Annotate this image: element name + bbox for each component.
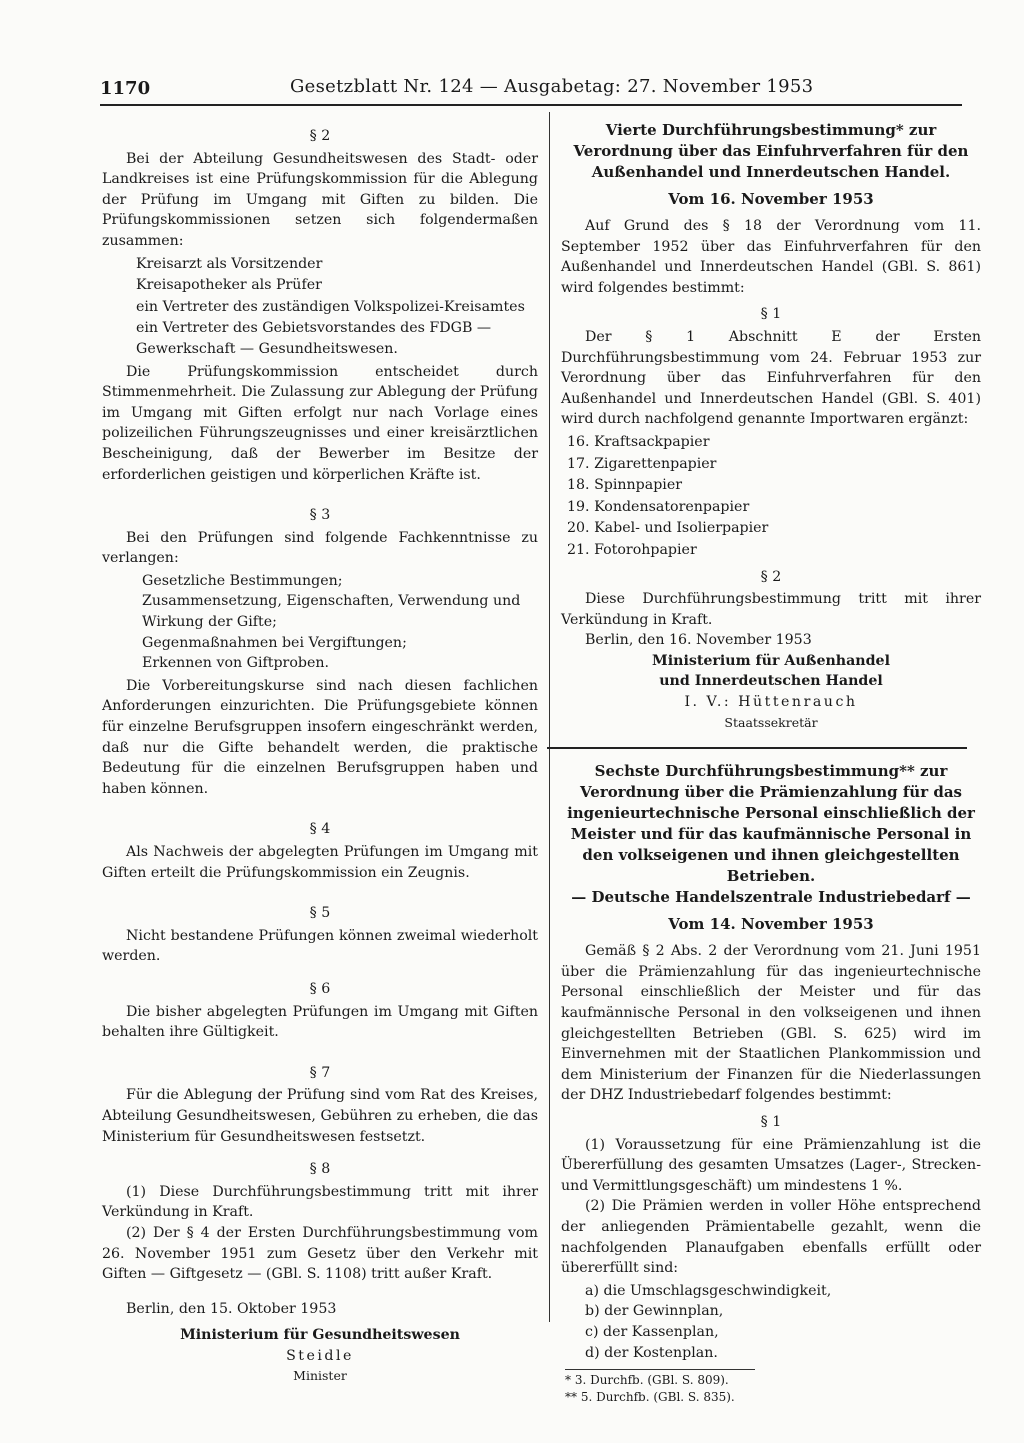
list-item: 17. Zigarettenpapier xyxy=(567,455,717,472)
list-item: 20. Kabel- und Isolierpapier xyxy=(567,520,769,537)
list-item: Kreisapotheker als Prüfer xyxy=(136,277,322,294)
list-item: a) die Umschlagsgeschwindigkeit, xyxy=(585,1282,832,1299)
list-item: 21. Fotorohpapier xyxy=(567,541,697,558)
document-date: Vom 14. November 1953 xyxy=(668,915,874,934)
section-heading: § 2 xyxy=(760,568,782,585)
footnote: * 3. Durchfb. (GBl. S. 809). xyxy=(565,1373,729,1388)
document-title: Vierte Durchführungsbestimmung* zur Verordnung über das Einfuhrverfahren für den Außenhandel und Innerdeutschen Handel. xyxy=(573,121,969,181)
paragraph: Diese Durchführungsbestimmung tritt mit ihrer Verkündung in Kraft. xyxy=(561,591,981,628)
list-item: ein Vertreter des zuständigen Volkspolizei-Kreisamtes xyxy=(136,298,525,315)
footnote: ** 5. Durchfb. (GBl. S. 835). xyxy=(565,1390,735,1405)
signer-title: Minister xyxy=(293,1368,347,1384)
page-header xyxy=(100,74,962,106)
paragraph: Gemäß § 2 Abs. 2 der Verordnung vom 21. Juni 1951 über die Prämienzahlung für das ingenieurtechnische Personal einschließlich der Meister und für das kaufmännische Personal in den volkseigenen und ihnen gleichgestellten Betrieben (GBl. S. 625) wird im Einvernehmen mit der Staatlichen Plankommission und dem Ministerium der Finanzen für die Niederlassungen der DHZ Industriebedarf folgendes bestimmt: xyxy=(561,943,981,1104)
paragraph: Für die Ablegung der Prüfung sind vom Rat des Kreises, Abteilung Gesundheitswesen, Gebühren zu erheben, die das Ministerium für Gesundheitswesen festsetzt. xyxy=(102,1087,538,1145)
list-item: Gegenmaßnahmen bei Vergiftungen; xyxy=(142,634,407,651)
signer-name: Steidle xyxy=(286,1347,354,1364)
document-date: Vom 16. November 1953 xyxy=(668,190,874,208)
paragraph: Bei der Abteilung Gesundheitswesen des Stadt- oder Landkreises ist eine Prüfungskommission für die Ablegung der Prüfung im Umgang mit Giften zu bilden. Die Prüfungskommissionen setzen sich folgendermaßen zusammen: xyxy=(102,150,538,249)
section-heading: § 6 xyxy=(309,980,331,997)
list-item: c) der Kassenplan, xyxy=(585,1323,719,1340)
section-heading: § 5 xyxy=(309,905,331,922)
section-heading: § 3 xyxy=(309,507,331,524)
left-column xyxy=(102,120,538,1387)
ministry-name: Ministerium für Außenhandel xyxy=(652,652,890,669)
list-item: Gesetzliche Bestimmungen; xyxy=(142,572,343,589)
place-date: Berlin, den 15. Oktober 1953 xyxy=(126,1300,337,1317)
signer-name: I. V.: Hüttenrauch xyxy=(684,694,858,711)
list-item: b) der Gewinnplan, xyxy=(585,1303,724,1320)
section-heading: § 2 xyxy=(309,128,331,144)
place-date: Berlin, den 16. November 1953 xyxy=(585,632,812,649)
list-item: ein Vertreter des Gebietsvorstandes des FDGB — Gewerkschaft — Gesundheitswesen. xyxy=(136,320,492,357)
document-subtitle: — Deutsche Handelszentrale Industriebedarf — xyxy=(571,888,971,907)
paragraph: Als Nachweis der abgelegten Prüfungen im Umgang mit Giften erteilt die Prüfungskommission ein Zeugnis. xyxy=(102,844,538,881)
paragraph: (1) Diese Durchführungsbestimmung tritt mit ihrer Verkündung in Kraft. xyxy=(102,1183,538,1221)
list-item: Zusammensetzung, Eigenschaften, Verwendung und Wirkung der Gifte; xyxy=(142,593,521,631)
signer-title: Staatssekretär xyxy=(724,714,818,730)
page-number: 1170 xyxy=(100,78,151,99)
paragraph: Auf Grund des § 18 der Verordnung vom 11. September 1952 über das Einfuhrverfahren für den Außenhandel und Innerdeutschen Handel (GBl. S. 861) wird folgendes bestimmt: xyxy=(561,218,981,296)
list-item: Erkennen von Giftproben. xyxy=(142,655,330,672)
section-heading: § 7 xyxy=(309,1064,331,1081)
list-item: d) der Kostenplan. xyxy=(585,1344,718,1361)
column-divider xyxy=(549,112,550,1322)
section-heading: § 1 xyxy=(760,306,782,323)
paragraph: Der § 1 Abschnitt E der Ersten Durchführungsbestimmung vom 24. Februar 1953 zur Verordnung über das Einfuhrverfahren für den Außenhandel und Innerdeutschen Handel (GBl. S. 401) wird durch nachfolgend genannte Importwaren ergänzt: xyxy=(561,328,981,428)
list-item: 16. Kraftsackpapier xyxy=(567,433,710,450)
list-item: 18. Spinnpapier xyxy=(567,477,683,494)
paragraph: Nicht bestandene Prüfungen können zweimal wiederholt werden. xyxy=(102,927,538,965)
ministry-name: Ministerium für Gesundheitswesen xyxy=(180,1327,460,1344)
list-item: Kreisarzt als Vorsitzender xyxy=(136,255,323,272)
gazette-title: Gesetzblatt Nr. 124 — Ausgabetag: 27. November 1953 xyxy=(290,76,814,97)
document-separator xyxy=(547,747,967,749)
section-heading: § 8 xyxy=(309,1161,331,1178)
paragraph: Die bisher abgelegten Prüfungen im Umgang mit Giften behalten ihre Gültigkeit. xyxy=(102,1003,538,1041)
paragraph: Die Vorbereitungskurse sind nach diesen fachlichen Anforderungen einzurichten. Die Prüfungsgebiete können für einzelne Berufsgruppen insofern eingeschränkt werden, daß nur die Gifte behandelt werden, die praktische Bedeutung für die einzelnen Berufsgruppen haben und haben können. xyxy=(102,677,538,797)
document-title: Sechste Durchführungsbestimmung** zur Verordnung über die Prämienzahlung für das ingenieurtechnische Personal einschließlich der Meister und für das kaufmännische Personal in den volkseigenen und ihnen gleichgestellten Betrieben. xyxy=(567,762,975,886)
paragraph: Bei den Prüfungen sind folgende Fachkenntnisse zu verlangen: xyxy=(102,529,538,567)
ministry-name-line2: und Innerdeutschen Handel xyxy=(659,673,883,690)
section-heading: § 4 xyxy=(309,821,331,838)
footnote-rule xyxy=(565,1369,755,1370)
commission-member-list xyxy=(102,254,538,360)
import-goods-list xyxy=(561,432,981,561)
paragraph: (2) Die Prämien werden in voller Höhe entsprechend der anliegenden Prämientabelle gezahlt, wenn die nachfolgenden Planaufgaben ebenfalls erfüllt oder übererfüllt sind: xyxy=(561,1198,981,1277)
list-item: 19. Kondensatorenpapier xyxy=(567,498,750,515)
plan-task-list xyxy=(561,1281,981,1363)
paragraph: (2) Der § 4 der Ersten Durchführungsbestimmung vom 26. November 1951 zum Gesetz über den Verkehr mit Giften — Giftgesetz — (GBl. S. 1108) tritt außer Kraft. xyxy=(102,1224,538,1283)
knowledge-list xyxy=(102,571,538,674)
section-heading: § 1 xyxy=(760,1114,782,1130)
right-column xyxy=(561,120,981,1406)
paragraph: Die Prüfungskommission entscheidet durch Stimmenmehrheit. Die Zulassung zur Ablegung der Prüfung im Umgang mit Giften erfolgt nur nach Vorlage eines polizeilichen Führungszeugnisses und einer kreisärztlichen Bescheinigung, daß der Bewerber im Besitze der erforderlichen geistigen und körperlichen Kräfte ist. xyxy=(102,363,538,483)
paragraph: (1) Voraussetzung für eine Prämienzahlung ist die Übererfüllung des gesamten Umsatzes (Lager-, Strecken- und Vermittlungsgeschäft) um mindestens 1 %. xyxy=(561,1136,981,1194)
